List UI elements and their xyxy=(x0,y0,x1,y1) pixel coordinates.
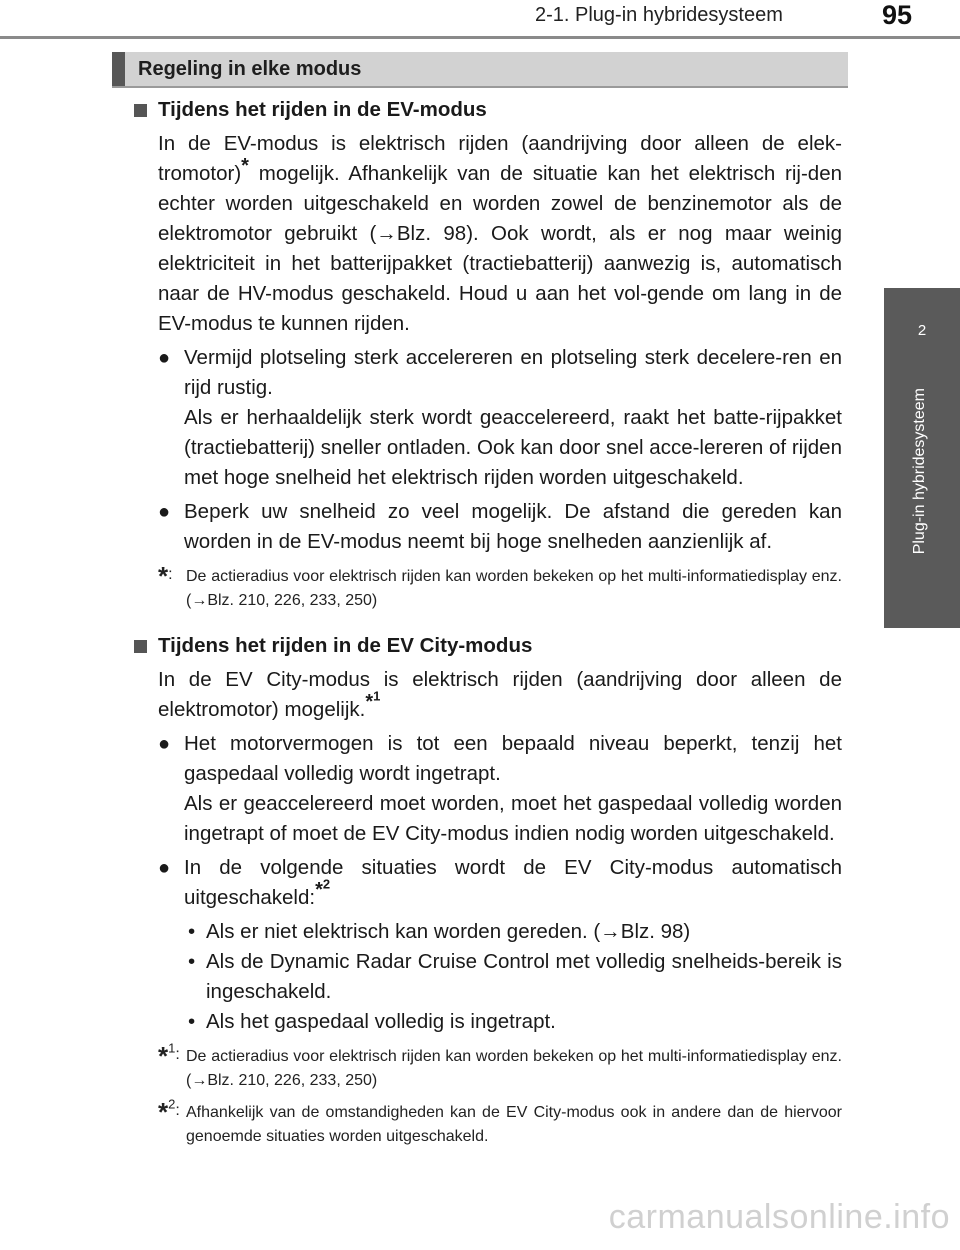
ev-city-sub-item-3-text: Als het gaspedaal volledig is ingetrapt. xyxy=(206,1010,556,1033)
square-bullet-icon xyxy=(134,104,147,117)
bullet-icon: • xyxy=(188,950,196,973)
circle-bullet-icon: ● xyxy=(158,501,171,523)
ev-city-mode-heading-text: Tijdens het rijden in de EV City-modus xyxy=(158,634,533,657)
circle-bullet-icon: ● xyxy=(158,347,171,369)
chapter-label: Plug-in hybridesysteem xyxy=(911,388,928,555)
page-number: 95 xyxy=(882,0,913,30)
ev-mode-footnote-text-b: Blz. 210, 226, 233, 250) xyxy=(207,592,378,609)
footnote-number: 1 xyxy=(373,688,381,704)
footnote-star: * xyxy=(315,879,323,902)
ev-city-sub-item-1 xyxy=(184,917,842,947)
ev-mode-footnote-text-a: De actieradius voor elektrisch rijden kan worden bekeken op het multi-informatiedisplay enz. ( xyxy=(186,568,842,609)
ev-city-bullet-1 xyxy=(158,729,842,849)
section-title: Regeling in elke modus xyxy=(138,58,362,80)
ev-mode-bullet-1-detail: Als er herhaaldelijk sterk wordt geaccelereerd, raakt het batte-rijpakket (tractiebatterij) sneller ontladen. Ook kan door snel acce-lereren of rijden met hoge snelheid het elektrisch rijden worden uitgeschakeld. xyxy=(184,406,842,489)
ev-mode-bullet-2-text: Beperk uw snelheid zo veel mogelijk. De afstand die gereden kan worden in de EV-modus neemt bij hoge snelheden aanzienlijk af. xyxy=(184,500,842,553)
ev-mode-paragraph-part-b: mogelijk. Afhankelijk van de situatie kan het elektrisch rij-den echter worden uitgeschakeld en worden zowel de benzinemotor als de elektromotor gebruikt ( xyxy=(158,162,842,245)
footnote-marker xyxy=(158,561,173,591)
ev-mode-paragraph xyxy=(158,129,842,339)
footnote-star: * xyxy=(158,1041,169,1071)
footnote-colon: : xyxy=(175,1102,180,1119)
ev-city-footnote-1-text-b: Blz. 210, 226, 233, 250) xyxy=(207,1072,378,1089)
arrow-icon: → xyxy=(376,222,397,245)
footnote-colon: : xyxy=(175,1046,180,1063)
ev-city-sub-item-2-text: Als de Dynamic Radar Cruise Control met volledig snelheids-bereik is ingeschakeld. xyxy=(206,950,842,1003)
ev-city-mode-heading xyxy=(134,631,842,661)
ev-city-sub-item-1-text-b: Blz. 98) xyxy=(620,920,691,943)
ev-city-sub-item-2 xyxy=(184,947,842,1007)
circle-bullet-icon: ● xyxy=(158,857,171,879)
footnote-star: * xyxy=(365,691,374,714)
ev-city-footnote-1-text-a: De actieradius voor elektrisch rijden kan worden bekeken op het multi-informatiedisplay enz. ( xyxy=(186,1048,842,1089)
ev-mode-heading-text: Tijdens het rijden in de EV-modus xyxy=(158,98,487,121)
ev-city-bullet-2 xyxy=(158,853,842,913)
ev-city-bullet-1-detail: Als er geaccelereerd moet worden, moet het gaspedaal volledig worden ingetrapt of moet de EV City-modus indien nodig worden uitgeschakeld. xyxy=(184,792,842,845)
footnote-marker xyxy=(158,1096,180,1127)
bullet-icon: • xyxy=(188,1010,196,1033)
ev-city-bullet-2-text-body: In de volgende situaties wordt de EV City-modus automatisch uitgeschakeld: xyxy=(184,856,842,909)
ev-city-bullet-2-text xyxy=(184,853,842,913)
ev-mode-bullet-1 xyxy=(158,343,842,493)
ev-city-sub-item-3 xyxy=(184,1007,842,1037)
arrow-icon: → xyxy=(191,592,208,609)
footnote-number: 2 xyxy=(168,1096,176,1112)
footnote-marker xyxy=(365,688,381,714)
ev-city-footnote-2-text: Afhankelijk van de omstandigheden kan de EV City-modus ook in andere dan de hiervoor genoemde situaties worden uitgeschakeld. xyxy=(186,1104,842,1145)
ev-mode-bullet-2 xyxy=(158,497,842,557)
ev-mode-paragraph-part-c: Blz. 98). Ook wordt, als er nog maar weinig elektriciteit in het batterijpakket (tractiebatterij) aanwezig is, automatisch naar de HV-modus geschakeld. Houd u aan het vol-gende om lang in de EV-modus te kunnen rijden. xyxy=(158,222,842,335)
ev-city-mode-paragraph-text: In de EV City-modus is elektrisch rijden (aandrijving door alleen de elektromotor) mogelijk. xyxy=(158,668,842,721)
square-bullet-icon xyxy=(134,640,147,653)
footnote-marker xyxy=(158,1040,180,1071)
ev-mode-heading xyxy=(134,95,842,125)
section-banner xyxy=(112,52,848,88)
ev-mode-paragraph-part-a: In de EV-modus is elektrisch rijden (aandrijving door alleen de elek-tromotor) xyxy=(158,132,842,185)
running-header-section: 2-1. Plug-in hybridesysteem xyxy=(535,4,783,26)
footnote-number: 2 xyxy=(322,876,331,892)
ev-mode-footnote xyxy=(158,561,842,613)
banner-accent-bar xyxy=(112,52,125,86)
header-rule xyxy=(0,36,960,39)
arrow-icon: → xyxy=(191,1072,208,1089)
footnote-star: * xyxy=(158,561,169,591)
ev-city-footnote-2 xyxy=(158,1096,842,1149)
footnote-marker xyxy=(315,876,331,902)
page-content xyxy=(134,95,842,1149)
ev-city-mode-paragraph xyxy=(158,665,842,725)
footnote-number: 1 xyxy=(168,1040,176,1056)
bullet-icon: • xyxy=(188,920,196,943)
arrow-icon: → xyxy=(600,920,621,943)
chapter-side-tab xyxy=(884,288,960,628)
footnote-marker: * xyxy=(241,155,249,178)
ev-city-bullet-1-text: Het motorvermogen is tot een bepaald niveau beperkt, tenzij het gaspedaal volledig wordt ingetrapt. xyxy=(184,732,842,785)
watermark: carmanualsonline.info xyxy=(608,1198,950,1236)
circle-bullet-icon: ● xyxy=(158,733,171,755)
chapter-number: 2 xyxy=(917,322,927,339)
footnote-colon: : xyxy=(168,566,173,583)
ev-city-footnote-1 xyxy=(158,1040,842,1093)
footnote-star: * xyxy=(158,1097,169,1127)
ev-city-sub-item-1-text-a: Als er niet elektrisch kan worden gereden. ( xyxy=(206,920,601,943)
ev-mode-bullet-1-text: Vermijd plotseling sterk accelereren en plotseling sterk decelere-ren en rijd rustig. xyxy=(184,346,842,399)
